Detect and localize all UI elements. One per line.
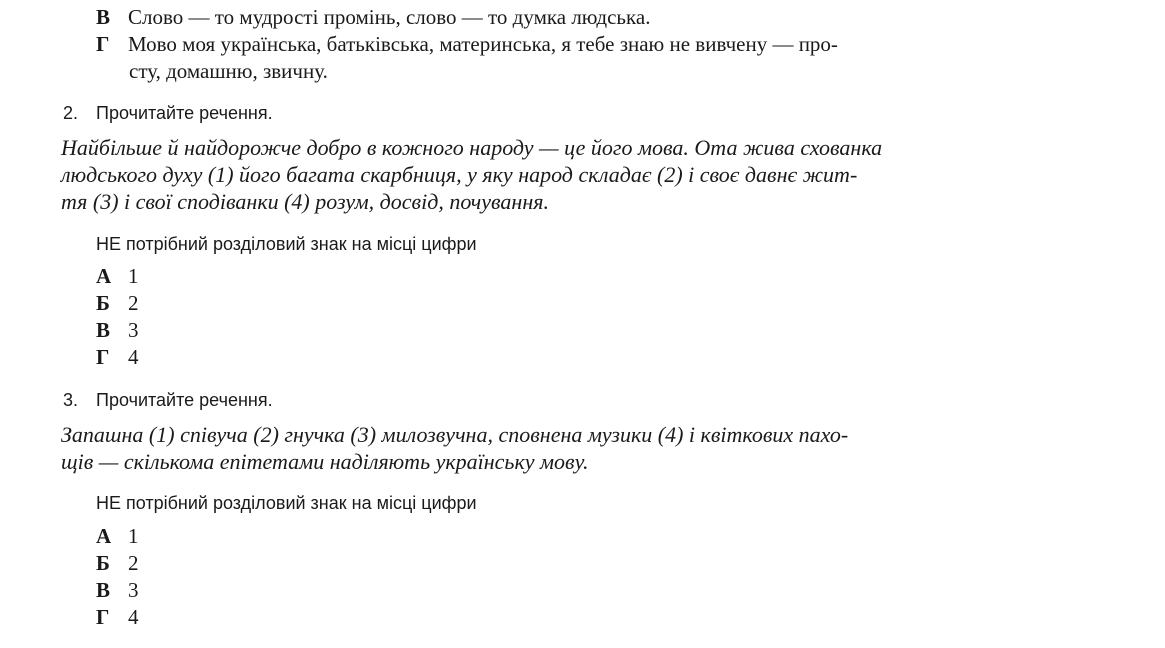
task-3-sentence-line-2: щів — скількома епітетами наділяють українську мову. (61, 449, 589, 474)
answer-value: 3 (128, 578, 139, 602)
task-2-answer-g[interactable] (96, 344, 139, 371)
task-2-answer-v[interactable] (96, 317, 139, 344)
option-letter: Г (96, 32, 110, 56)
option-text: Мово моя українська, батьківська, материнська, я тебе знаю не вивчену — про- (128, 32, 838, 56)
task-2-question: НЕ потрібний розділовий знак на місці цифри (96, 234, 477, 254)
task-2-instruction: Прочитайте речення. (96, 103, 273, 123)
answer-letter: Б (96, 291, 110, 315)
answer-value: 3 (128, 318, 139, 342)
task-2-sentence-line-3: тя (3) і свої сподіванки (4) розум, досвід, почування. (61, 189, 549, 214)
answer-letter: В (96, 318, 111, 342)
task-2-heading (63, 101, 273, 125)
task-3-instruction: Прочитайте речення. (96, 390, 273, 410)
task-2-sentence-line-2: людського духу (1) його багата скарбниця, у яку народ складає (2) і своє давнє жит- (61, 162, 858, 187)
task-2-number: 2. (63, 103, 79, 123)
prev-option-g-continuation: сту, домашню, звичну. (129, 59, 328, 83)
option-text: Слово — то мудрості промінь, слово — то думка людська. (128, 5, 651, 29)
answer-letter: Г (96, 605, 110, 629)
answer-value: 1 (128, 524, 139, 548)
task-2-answer-b[interactable] (96, 290, 139, 317)
task-3-answer-g[interactable] (96, 604, 139, 631)
prev-option-v (96, 4, 650, 31)
answer-letter: В (96, 578, 111, 602)
answer-value: 1 (128, 264, 139, 288)
prev-option-g (96, 31, 838, 58)
task-3-answer-v[interactable] (96, 577, 139, 604)
task-3-number: 3. (63, 390, 79, 410)
task-3-question: НЕ потрібний розділовий знак на місці цифри (96, 493, 477, 513)
task-3-heading (63, 388, 273, 412)
task-3-answer-a[interactable] (96, 523, 139, 550)
answer-value: 2 (128, 291, 139, 315)
task-3-answer-b[interactable] (96, 550, 139, 577)
option-letter: В (96, 5, 111, 29)
answer-letter: Б (96, 551, 110, 575)
answer-value: 2 (128, 551, 139, 575)
answer-letter: А (96, 264, 112, 288)
answer-letter: А (96, 524, 112, 548)
task-2-answer-a[interactable] (96, 263, 139, 290)
answer-value: 4 (128, 345, 139, 369)
task-2-sentence-line-1: Найбільше й найдорожче добро в кожного народу — це його мова. Ота жива схованка (61, 135, 883, 160)
answer-letter: Г (96, 345, 110, 369)
answer-value: 4 (128, 605, 139, 629)
task-3-sentence-line-1: Запашна (1) співуча (2) гнучка (3) милозвучна, сповнена музики (4) і квіткових пахо- (61, 422, 849, 447)
